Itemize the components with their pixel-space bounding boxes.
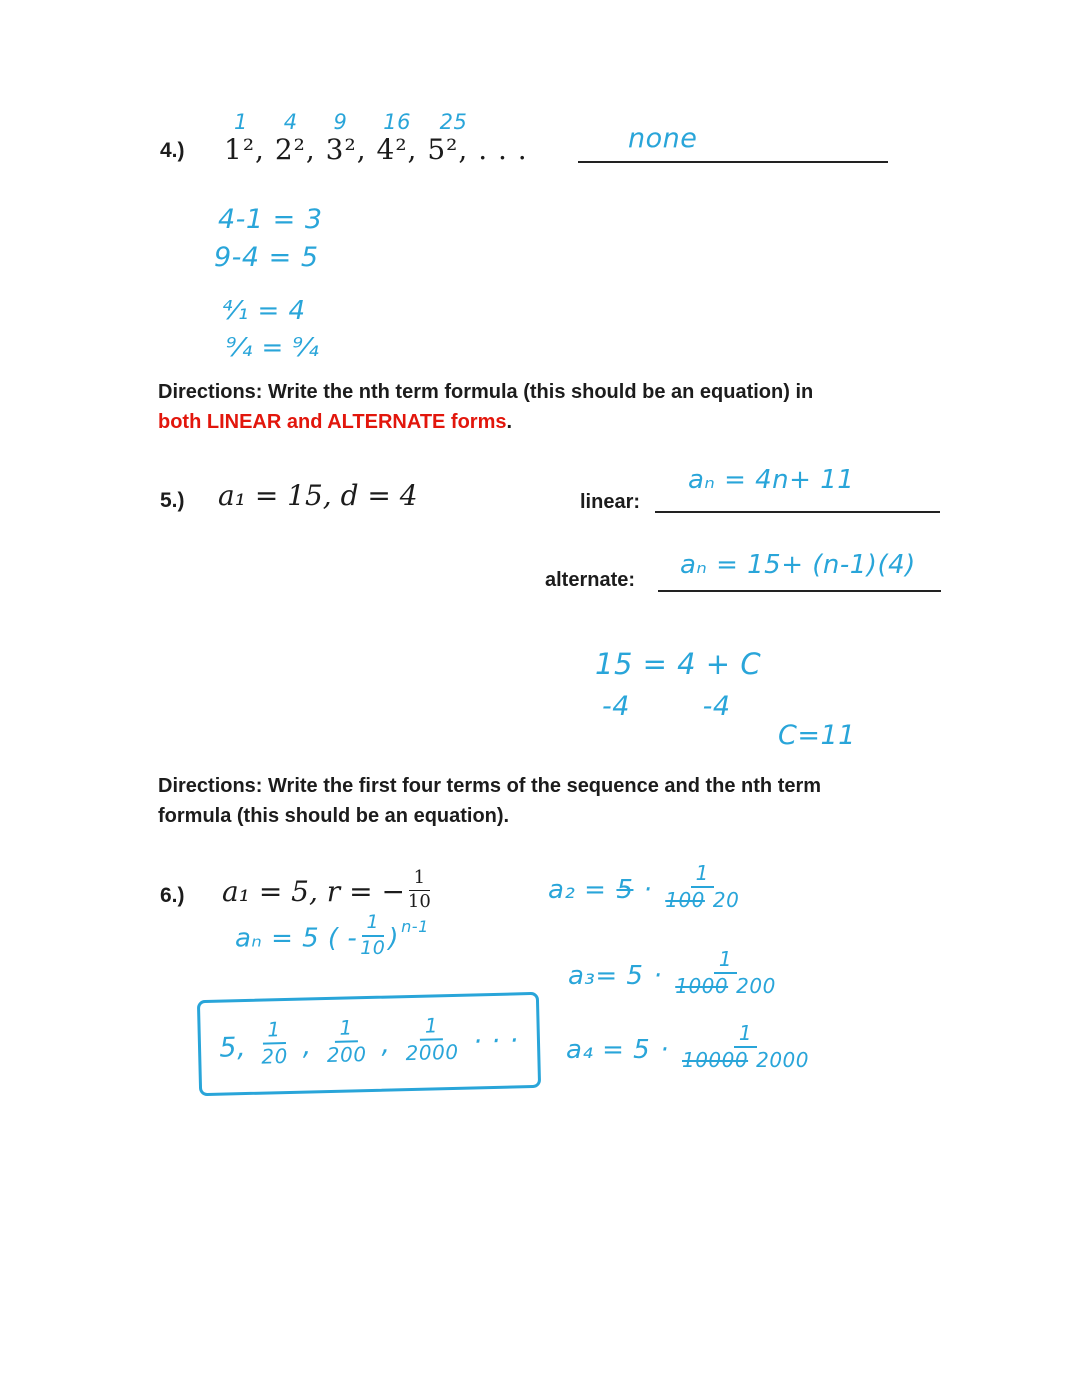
directions1-line2 [158, 407, 813, 437]
problem6-calc-a3 [568, 947, 779, 1000]
calc-a3-denominator-cancelled: 1000 [675, 974, 729, 998]
boxed-term-3-fraction [326, 1017, 367, 1066]
boxed-term-3-numerator: 1 [334, 1017, 358, 1043]
boxed-comma-2: , [380, 1027, 391, 1060]
problem4-number: 4.) [160, 139, 185, 162]
formula-exponent: n-1 [401, 916, 429, 936]
directions2-line2: formula (this should be an equation). [158, 805, 510, 827]
problem4-work-line-3: ⁴⁄₁ = 4 [222, 296, 306, 326]
calc-a4-denominator [682, 1048, 809, 1071]
calc-a3-lhs: a₃= 5 [568, 961, 644, 991]
problem6-given-fraction-denominator: 10 [407, 890, 431, 912]
directions2-line1: Directions: Write the first four terms of the sequence and the nth term [158, 775, 822, 797]
problem4-squares-annotation: 1 4 9 16 25 [234, 110, 468, 134]
calc-a4-fraction [682, 1023, 809, 1071]
boxed-term-2-fraction [260, 1019, 288, 1068]
problem5-work-line-1: 15 = 4 + C [595, 647, 762, 681]
formula-fraction [360, 913, 385, 959]
calc-a4-denominator-cancelled: 10000 [681, 1048, 749, 1072]
boxed-ellipsis: · · · [472, 1024, 520, 1057]
calc-a2-numerator: 1 [691, 863, 714, 888]
calc-a2-denominator-cancelled: 100 [665, 888, 705, 912]
alternate-label: alternate: [545, 569, 636, 591]
problem6-number: 6.) [160, 884, 185, 907]
directions-block-2 [158, 771, 821, 831]
problem6-given [222, 867, 434, 915]
problem6-calc-a2 [548, 861, 742, 914]
directions-block-1 [158, 377, 813, 437]
calc-a2-fraction [665, 863, 739, 911]
calc-a4-dot: · [660, 1035, 669, 1065]
problem6-nth-term-formula [235, 911, 429, 962]
calc-a3-denominator-result: 200 [736, 974, 776, 998]
formula-close-paren: ) [388, 923, 400, 954]
directions1-period: . [506, 411, 513, 433]
calc-a4-lhs: a₄ = 5 [566, 1035, 651, 1065]
boxed-comma-1: , [302, 1029, 312, 1062]
formula-fraction-numerator: 1 [362, 913, 385, 937]
boxed-term-2-numerator: 1 [262, 1019, 286, 1045]
boxed-term-2-denominator: 20 [261, 1043, 289, 1069]
directions1-line1: Directions: Write the nth term formula (this should be an equation) in [158, 381, 814, 403]
problem4-answer-blank [578, 127, 888, 163]
formula-prefix: aₙ = 5 ( - [235, 923, 358, 954]
problem5-work-line-3: C=11 [778, 720, 856, 751]
calc-a3-denominator [675, 974, 776, 997]
calc-a4-numerator: 1 [734, 1023, 757, 1048]
alternate-answer: aₙ = 15+ (n-1)(4) [680, 550, 916, 580]
calc-a3-fraction [675, 949, 776, 997]
linear-answer: aₙ = 4n+ 11 [688, 465, 855, 495]
calc-a4-denominator-result: 2000 [756, 1048, 810, 1072]
directions1-red-text: both LINEAR and ALTERNATE forms [158, 411, 507, 433]
calc-a2-denominator-result: 20 [712, 888, 740, 912]
boxed-term-4-denominator: 2000 [405, 1039, 459, 1066]
boxed-term-3-denominator: 200 [326, 1042, 367, 1068]
formula-fraction-denominator: 10 [360, 936, 386, 959]
problem6-boxed-answer [197, 992, 541, 1096]
problem4-sequence: 1², 2², 3², 4², 5², . . . [224, 133, 528, 166]
problem5-number: 5.) [160, 489, 185, 512]
problem6-given-fraction-numerator: 1 [409, 869, 430, 891]
problem4-work-line-2: 9-4 = 5 [214, 242, 319, 273]
boxed-term-1: 5, [218, 1031, 247, 1064]
problem4-work-line-1: 4-1 = 3 [218, 204, 323, 235]
calc-a2-lhs: a₂ = [548, 875, 607, 905]
problem4-work-line-4: ⁹⁄₄ = ⁹⁄₄ [226, 333, 320, 363]
boxed-term-4-numerator: 1 [420, 1015, 444, 1041]
problem6-given-prefix: a₁ = 5, r = − [222, 874, 405, 908]
problem5-work-line-2: -4 -4 [602, 691, 731, 722]
calc-a2-dot: · [643, 875, 653, 905]
calc-a2-cancelled-five: 5 [616, 875, 634, 905]
calc-a2-denominator [665, 888, 739, 911]
calc-a3-dot: · [653, 961, 663, 991]
problem6-given-fraction [408, 869, 431, 912]
problem5-given: a₁ = 15, d = 4 [218, 479, 418, 512]
boxed-term-4-fraction [405, 1015, 459, 1064]
linear-label: linear: [580, 491, 641, 513]
problem6-calc-a4 [566, 1021, 812, 1074]
calc-a3-numerator: 1 [714, 949, 737, 974]
problem4-answer: none [628, 123, 698, 154]
